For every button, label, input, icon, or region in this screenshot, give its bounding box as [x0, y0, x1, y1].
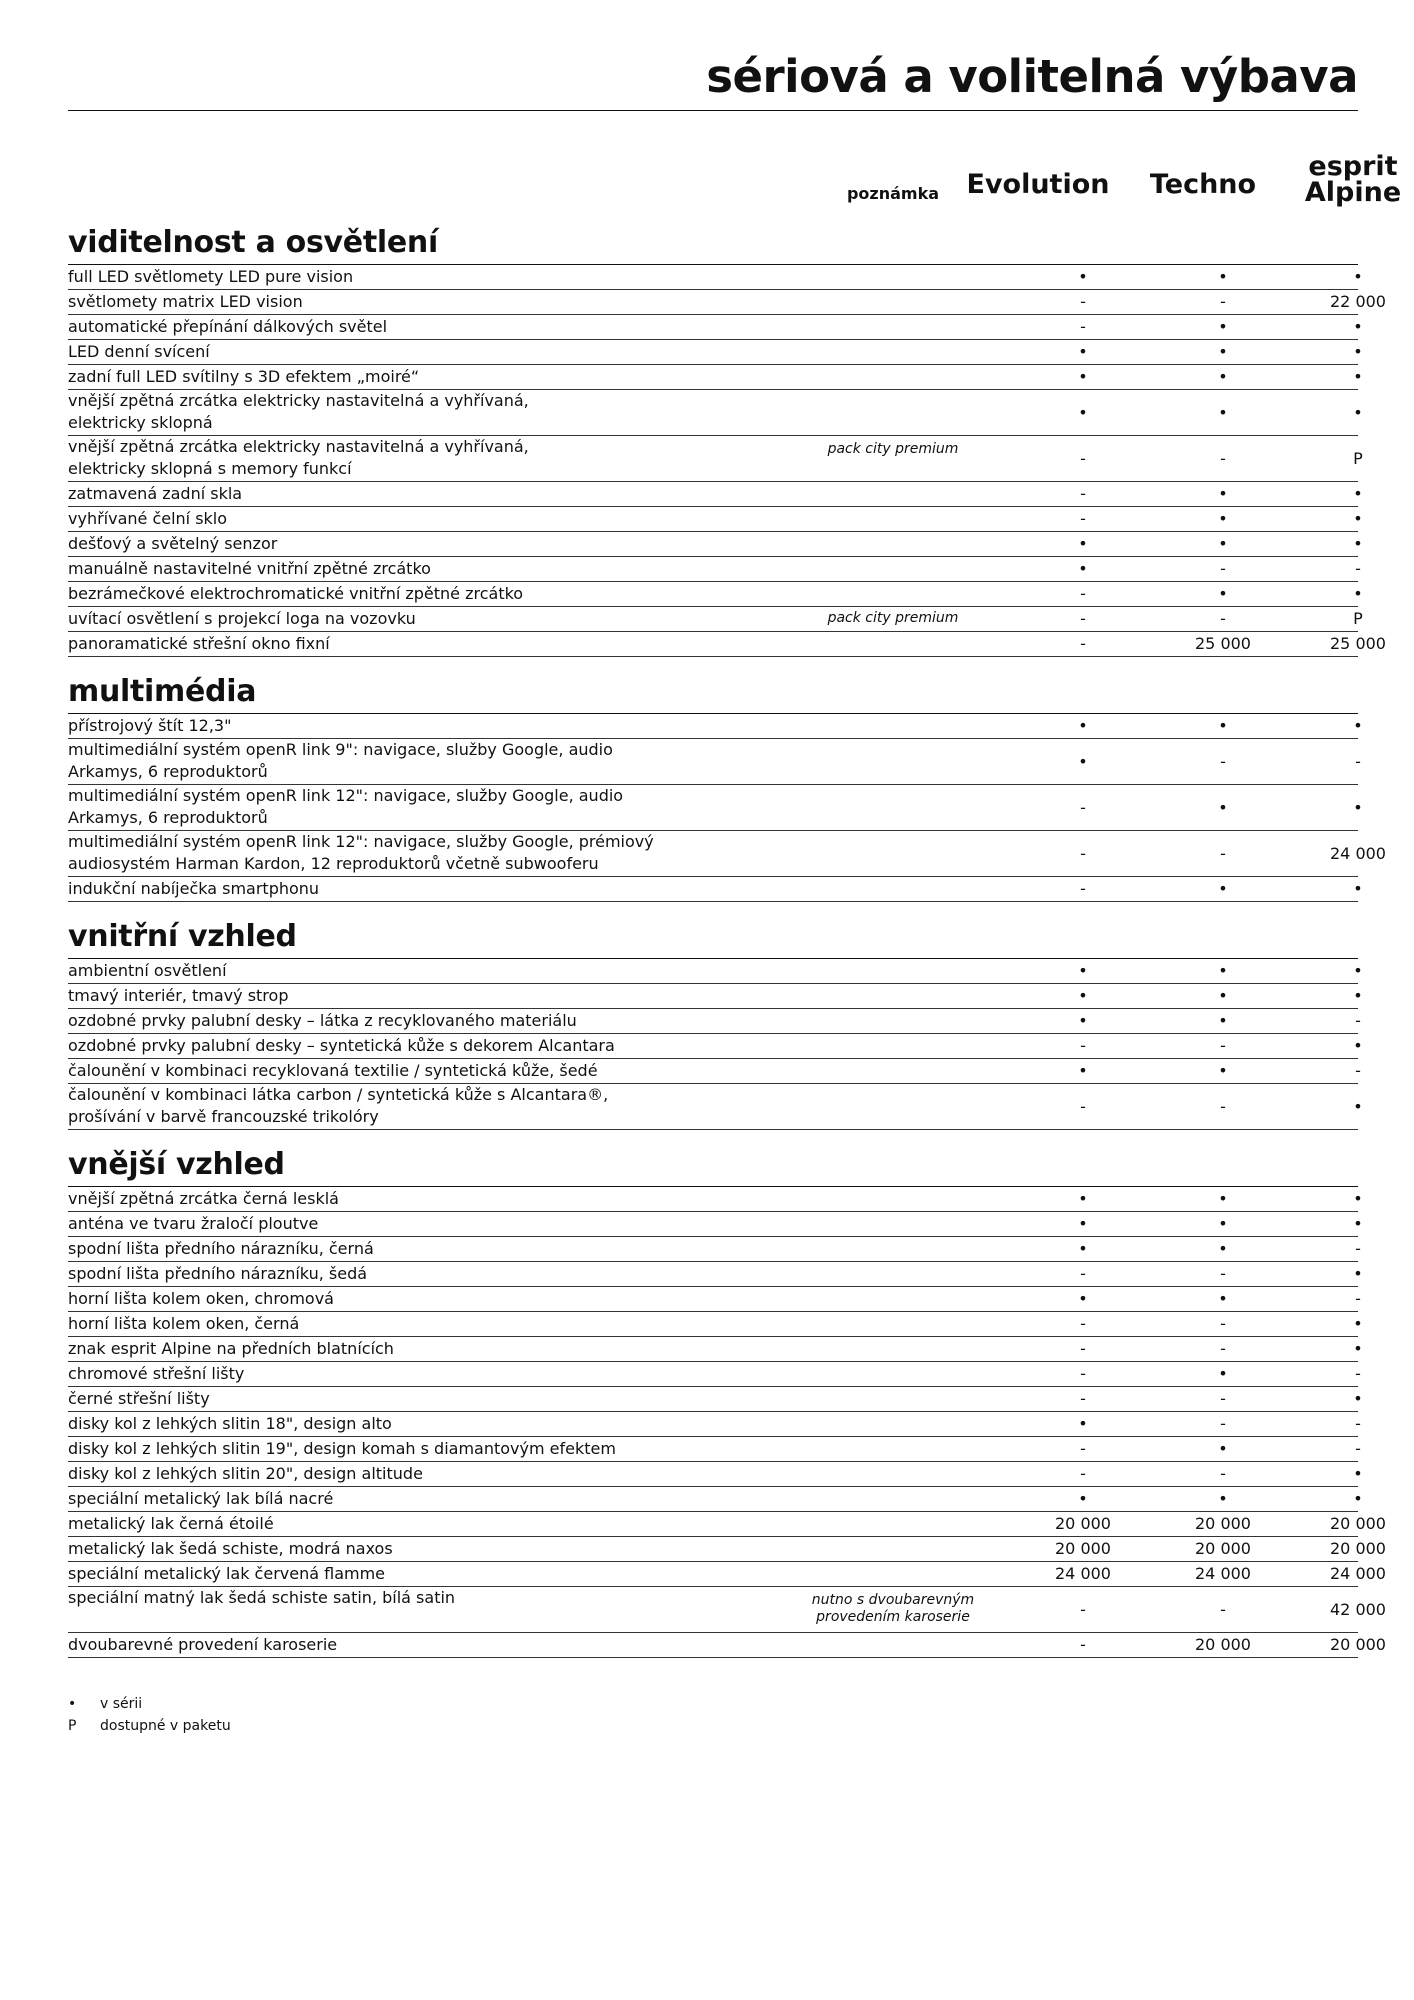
value-evolution: • [1078, 559, 1088, 578]
value-alpine: • [1353, 716, 1363, 735]
feature-name: full LED světlomety LED pure vision [68, 267, 354, 286]
section-title: vnitřní vzhled [68, 916, 1358, 959]
value-evolution: - [1080, 844, 1086, 863]
value-alpine: • [1353, 509, 1363, 528]
table-row [68, 739, 1361, 785]
value-alpine: - [1355, 1061, 1361, 1080]
value-techno: - [1220, 752, 1226, 771]
section [68, 222, 1386, 657]
value-techno: • [1218, 367, 1228, 386]
value-techno: • [1218, 1189, 1228, 1208]
table-row [68, 1633, 1386, 1658]
table-row [68, 1512, 1386, 1537]
value-techno: 20 000 [1195, 1514, 1251, 1533]
value-alpine: • [1353, 1489, 1363, 1508]
table-row [68, 984, 1363, 1009]
table-row [68, 1437, 1361, 1462]
column-techno-header: Techno [1149, 169, 1257, 200]
feature-name: disky kol z lehkých slitin 19", design komah s diamantovým efektem [68, 1439, 616, 1458]
section-title: viditelnost a osvětlení [68, 222, 1358, 265]
value-techno: • [1218, 879, 1228, 898]
value-techno: • [1218, 534, 1228, 553]
value-alpine: • [1353, 1339, 1363, 1358]
value-evolution: • [1078, 342, 1088, 361]
value-techno: 24 000 [1195, 1564, 1251, 1583]
value-evolution: • [1078, 534, 1088, 553]
legend-item [68, 1693, 231, 1715]
value-evolution: - [1080, 1389, 1086, 1408]
feature-note: pack city premium [827, 441, 959, 457]
column-alpine-header: esprit Alpine [1304, 151, 1402, 208]
value-alpine: • [1353, 342, 1363, 361]
value-techno: - [1220, 1414, 1226, 1433]
value-evolution: 24 000 [1055, 1564, 1111, 1583]
feature-name: multimediální systém openR link 12": navigace, služby Google, audio Arkamys, 6 reproduktorů [68, 786, 624, 827]
value-techno: • [1218, 267, 1228, 286]
equipment-sections [68, 222, 1386, 1672]
feature-name: přístrojový štít 12,3" [68, 716, 232, 735]
feature-name: zatmavená zadní skla [68, 484, 243, 503]
value-evolution: - [1080, 449, 1086, 468]
value-evolution: - [1080, 609, 1086, 628]
value-evolution: • [1078, 752, 1088, 771]
value-evolution: - [1080, 634, 1086, 653]
table-row [68, 1187, 1363, 1212]
feature-name: ambientní osvětlení [68, 961, 227, 980]
value-evolution: - [1080, 292, 1086, 311]
table-row [68, 290, 1386, 315]
value-evolution: 20 000 [1055, 1514, 1111, 1533]
value-alpine: - [1355, 1289, 1361, 1308]
value-techno: • [1218, 1489, 1228, 1508]
value-evolution: - [1080, 1264, 1086, 1283]
table-row [68, 1412, 1361, 1437]
legend-symbol: P [68, 1718, 77, 1734]
value-techno: 20 000 [1195, 1635, 1251, 1654]
table-row [68, 1562, 1386, 1587]
table-row [68, 1084, 1363, 1130]
value-techno: - [1220, 1314, 1226, 1333]
value-techno: - [1220, 1036, 1226, 1055]
legend-text: dostupné v paketu [100, 1718, 231, 1734]
value-evolution: • [1078, 716, 1088, 735]
feature-name: chromové střešní lišty [68, 1364, 245, 1383]
value-evolution: - [1080, 1635, 1086, 1654]
value-alpine: • [1353, 986, 1363, 1005]
value-alpine: - [1355, 1414, 1361, 1433]
value-evolution: - [1080, 879, 1086, 898]
legend-text: v sérii [100, 1696, 143, 1712]
feature-name: metalický lak černá étoilé [68, 1514, 274, 1533]
section [68, 916, 1363, 1130]
legend-symbol: • [68, 1696, 77, 1712]
value-evolution: • [1078, 1289, 1088, 1308]
feature-name: vyhřívané čelní sklo [68, 509, 228, 528]
feature-name: vnější zpětná zrcátka černá lesklá [68, 1189, 339, 1208]
feature-name: černé střešní lišty [68, 1389, 210, 1408]
feature-name: ozdobné prvky palubní desky – syntetická kůže s dekorem Alcantara [68, 1036, 615, 1055]
table-row [68, 959, 1363, 984]
value-evolution: - [1080, 1339, 1086, 1358]
value-evolution: • [1078, 986, 1088, 1005]
value-techno: - [1220, 1600, 1226, 1619]
table-row [68, 1237, 1361, 1262]
feature-name: ozdobné prvky palubní desky – látka z recyklovaného materiálu [68, 1011, 577, 1030]
value-techno: - [1220, 1264, 1226, 1283]
table-row [68, 557, 1361, 582]
value-evolution: - [1080, 317, 1086, 336]
value-evolution: • [1078, 1189, 1088, 1208]
value-alpine: • [1353, 1464, 1363, 1483]
value-evolution: • [1078, 1414, 1088, 1433]
value-alpine: • [1353, 267, 1363, 286]
table-row [68, 582, 1363, 607]
table-row [68, 365, 1363, 390]
value-evolution: • [1078, 367, 1088, 386]
feature-name: metalický lak šedá schiste, modrá naxos [68, 1539, 393, 1558]
feature-name: speciální metalický lak bílá nacré [68, 1489, 334, 1508]
feature-name: panoramatické střešní okno fixní [68, 634, 330, 653]
value-alpine: • [1353, 961, 1363, 980]
value-alpine: • [1353, 879, 1363, 898]
table-row [68, 340, 1363, 365]
table-row [68, 507, 1363, 532]
value-alpine: • [1353, 484, 1363, 503]
value-evolution: • [1078, 403, 1088, 422]
feature-name: světlomety matrix LED vision [68, 292, 303, 311]
feature-name: čalounění v kombinaci látka carbon / syntetická kůže s Alcantara®, prošívání v barvě francouzské trikolóry [68, 1085, 609, 1126]
value-alpine: • [1353, 1389, 1363, 1408]
value-alpine: • [1353, 317, 1363, 336]
feature-name: disky kol z lehkých slitin 20", design altitude [68, 1464, 423, 1483]
table-row [68, 1059, 1361, 1084]
feature-name: disky kol z lehkých slitin 18", design alto [68, 1414, 392, 1433]
value-alpine: - [1355, 559, 1361, 578]
table-row [68, 1262, 1363, 1287]
column-note-header: poznámka [846, 184, 940, 203]
value-techno: - [1220, 609, 1226, 628]
value-evolution: • [1078, 1214, 1088, 1233]
table-row [68, 1312, 1363, 1337]
value-techno: • [1218, 1289, 1228, 1308]
value-techno: - [1220, 449, 1226, 468]
value-techno: • [1218, 584, 1228, 603]
value-alpine: • [1353, 534, 1363, 553]
value-evolution: - [1080, 484, 1086, 503]
value-alpine: • [1353, 1264, 1363, 1283]
value-evolution: • [1078, 267, 1088, 286]
section [68, 1144, 1386, 1658]
table-row [68, 315, 1363, 340]
feature-name: horní lišta kolem oken, černá [68, 1314, 300, 1333]
value-evolution: - [1080, 1036, 1086, 1055]
legend [68, 1693, 231, 1737]
value-alpine: • [1353, 367, 1363, 386]
feature-note: pack city premium [827, 610, 959, 626]
value-techno: • [1218, 342, 1228, 361]
feature-name: horní lišta kolem oken, chromová [68, 1289, 334, 1308]
value-evolution: - [1080, 1464, 1086, 1483]
value-techno: • [1218, 317, 1228, 336]
table-row [68, 1212, 1363, 1237]
feature-name: automatické přepínání dálkových světel [68, 317, 388, 336]
table-row [68, 265, 1363, 290]
feature-name: vnější zpětná zrcátka elektricky nastavitelná a vyhřívaná, elektricky sklopná [68, 391, 529, 432]
feature-name: dvoubarevné provedení karoserie [68, 1635, 338, 1654]
feature-name: LED denní svícení [68, 342, 210, 361]
value-alpine: • [1353, 1214, 1363, 1233]
table-row [68, 714, 1363, 739]
feature-name: multimediální systém openR link 9": navigace, služby Google, audio Arkamys, 6 reproduktorů [68, 740, 613, 781]
value-evolution: - [1080, 1600, 1086, 1619]
value-techno: • [1218, 986, 1228, 1005]
table-row [68, 482, 1363, 507]
feature-name: zadní full LED svítilny s 3D efektem „moiré“ [68, 367, 420, 386]
value-techno: • [1218, 1239, 1228, 1258]
table-row [68, 436, 1363, 482]
table-row [68, 607, 1363, 632]
value-alpine: P [1353, 609, 1363, 628]
value-alpine: 42 000 [1330, 1600, 1386, 1619]
table-row [68, 632, 1386, 657]
value-alpine: - [1355, 1011, 1361, 1030]
table-row [68, 390, 1363, 436]
value-techno: • [1218, 716, 1228, 735]
table-row [68, 1009, 1361, 1034]
table-row [68, 785, 1363, 831]
value-evolution: • [1078, 1011, 1088, 1030]
value-evolution: • [1078, 1489, 1088, 1508]
table-row [68, 831, 1386, 877]
value-evolution: • [1078, 1061, 1088, 1080]
title-divider [68, 110, 1358, 111]
feature-name: spodní lišta předního nárazníku, šedá [68, 1264, 368, 1283]
table-row [68, 1362, 1361, 1387]
value-techno: - [1220, 1097, 1226, 1116]
value-evolution: - [1080, 1097, 1086, 1116]
value-techno: - [1220, 1464, 1226, 1483]
section-title: vnější vzhled [68, 1144, 1358, 1187]
table-row [68, 1337, 1363, 1362]
value-techno: - [1220, 559, 1226, 578]
value-techno: • [1218, 1061, 1228, 1080]
table-row [68, 1487, 1363, 1512]
value-alpine: • [1353, 798, 1363, 817]
value-alpine: - [1355, 1239, 1361, 1258]
feature-name: tmavý interiér, tmavý strop [68, 986, 289, 1005]
feature-name: znak esprit Alpine na předních blatnících [68, 1339, 394, 1358]
table-row [68, 1387, 1363, 1412]
section [68, 671, 1386, 902]
feature-name: manuálně nastavitelné vnitřní zpětné zrcátko [68, 559, 431, 578]
value-alpine: - [1355, 1364, 1361, 1383]
feature-name: čalounění v kombinaci recyklovaná textilie / syntetická kůže, šedé [68, 1061, 598, 1080]
value-evolution: - [1080, 1364, 1086, 1383]
value-evolution: 20 000 [1055, 1539, 1111, 1558]
legend-item [68, 1715, 231, 1737]
value-techno: - [1220, 1339, 1226, 1358]
section-title: multimédia [68, 671, 1358, 714]
value-techno: • [1218, 484, 1228, 503]
value-techno: • [1218, 1011, 1228, 1030]
value-techno: • [1218, 509, 1228, 528]
column-header [68, 150, 1402, 210]
feature-name: multimediální systém openR link 12": navigace, služby Google, prémiový audiosystém Harman Kardon, 12 reproduktorů včetně subwooferu [68, 832, 654, 873]
feature-name: bezrámečkové elektrochromatické vnitřní zpětné zrcátko [68, 584, 524, 603]
table-row [68, 1537, 1386, 1562]
value-techno: - [1220, 292, 1226, 311]
value-evolution: - [1080, 509, 1086, 528]
value-alpine: 22 000 [1330, 292, 1386, 311]
value-alpine: 25 000 [1330, 634, 1386, 653]
feature-name: spodní lišta předního nárazníku, černá [68, 1239, 374, 1258]
value-alpine: • [1353, 584, 1363, 603]
value-techno: - [1220, 844, 1226, 863]
value-alpine: • [1353, 403, 1363, 422]
table-row [68, 532, 1363, 557]
value-techno: • [1218, 1439, 1228, 1458]
table-row [68, 1034, 1363, 1059]
value-evolution: - [1080, 798, 1086, 817]
value-evolution: - [1080, 1439, 1086, 1458]
value-evolution: - [1080, 1314, 1086, 1333]
value-techno: • [1218, 798, 1228, 817]
value-techno: • [1218, 1214, 1228, 1233]
value-techno: 20 000 [1195, 1539, 1251, 1558]
feature-name: speciální metalický lak červená flamme [68, 1564, 386, 1583]
table-row [68, 1462, 1363, 1487]
value-alpine: P [1353, 449, 1363, 468]
table-row [68, 1587, 1386, 1633]
value-alpine: • [1353, 1189, 1363, 1208]
value-alpine: 20 000 [1330, 1635, 1386, 1654]
value-evolution: - [1080, 584, 1086, 603]
feature-name: indukční nabíječka smartphonu [68, 879, 320, 898]
value-alpine: - [1355, 752, 1361, 771]
feature-name: vnější zpětná zrcátka elektricky nastavitelná a vyhřívaná, elektricky sklopná s memory funkcí [68, 437, 529, 478]
value-alpine: 24 000 [1330, 1564, 1386, 1583]
value-alpine: - [1355, 1439, 1361, 1458]
value-alpine: • [1353, 1036, 1363, 1055]
value-techno: - [1220, 1389, 1226, 1408]
value-techno: • [1218, 403, 1228, 422]
table-row [68, 877, 1363, 902]
value-techno: • [1218, 961, 1228, 980]
feature-note: nutno s dvoubarevným provedením karoserie [811, 1592, 975, 1625]
column-evolution-header: Evolution [966, 169, 1110, 200]
value-evolution: • [1078, 961, 1088, 980]
value-evolution: • [1078, 1239, 1088, 1258]
value-techno: • [1218, 1364, 1228, 1383]
feature-name: anténa ve tvaru žraločí ploutve [68, 1214, 319, 1233]
value-alpine: 20 000 [1330, 1539, 1386, 1558]
page-title: sériová a volitelná výbava [706, 50, 1358, 103]
value-alpine: • [1353, 1314, 1363, 1333]
table-row [68, 1287, 1361, 1312]
value-alpine: 24 000 [1330, 844, 1386, 863]
value-techno: 25 000 [1195, 634, 1251, 653]
value-alpine: 20 000 [1330, 1514, 1386, 1533]
feature-name: speciální matný lak šedá schiste satin, bílá satin [68, 1588, 456, 1607]
feature-name: uvítací osvětlení s projekcí loga na vozovku [68, 609, 416, 628]
feature-name: dešťový a světelný senzor [68, 534, 278, 553]
value-alpine: • [1353, 1097, 1363, 1116]
